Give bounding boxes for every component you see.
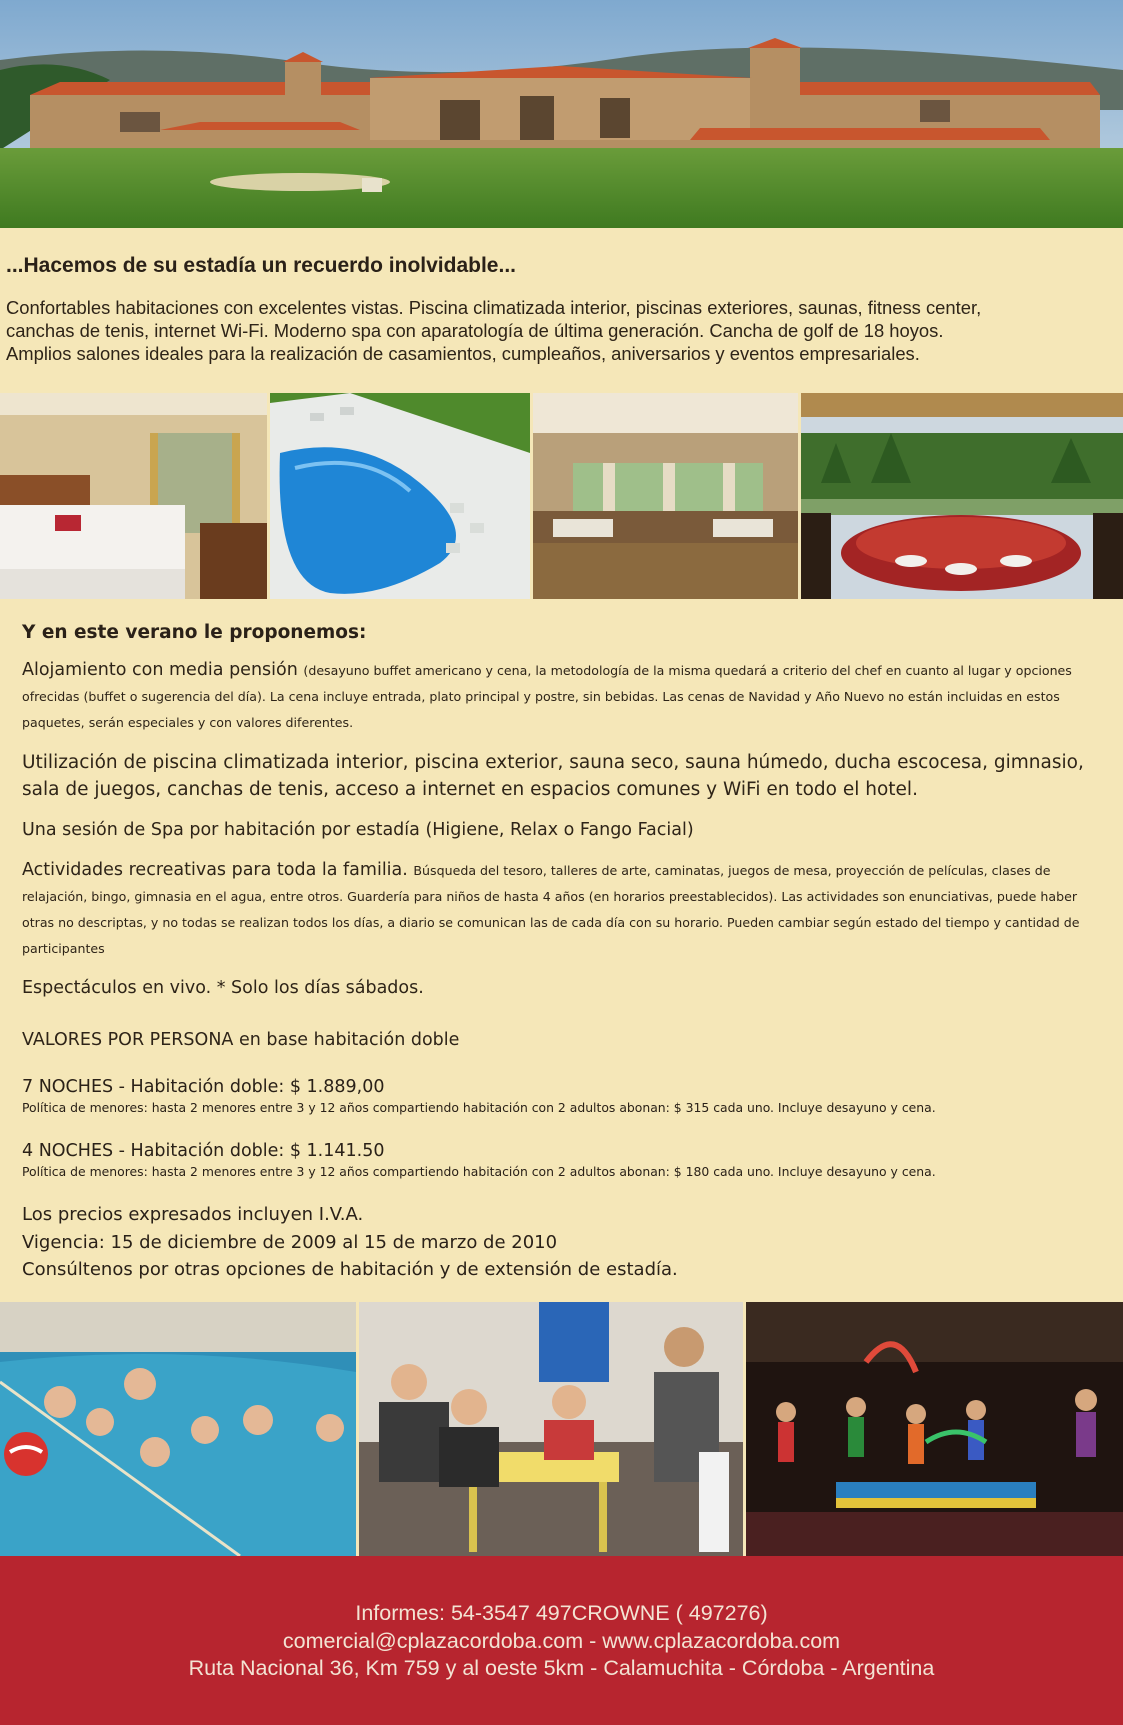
lodging-detail: (desayuno buffet americano y cena, la metodología de la misma quedará a criterio del chef en cuanto al lugar y opciones ofrecidas (buffet o sugerencia del día). La cena incluye entrada, plato principal y postre, sin bebidas. Las cenas de Navidad y Año Nuevo no están incluidas en estos paquetes, serán especiales y con valores diferentes. [22, 663, 1072, 730]
offer-title: Y en este verano le proponemos: [22, 622, 367, 643]
intro-line: canchas de tenis, internet Wi-Fi. Moderno spa con aparatología de última generación. Cancha de golf de 18 hoyos. [6, 320, 944, 341]
lobby-photo [533, 393, 798, 599]
legal-line: Los precios expresados incluyen I.V.A. [22, 1204, 364, 1225]
spa-paragraph: Una sesión de Spa por habitación por estadía (Higiene, Relax o Fango Facial) [22, 820, 694, 840]
pool-photo [270, 393, 530, 599]
kids-show-photo [746, 1302, 1123, 1556]
price-note: Política de menores: hasta 2 menores entre 3 y 12 años compartiendo habitación con 2 adultos abonan: $ 180 cada uno. Incluye desayuno y cena. [22, 1164, 936, 1179]
intro-section [6, 254, 1116, 365]
footer-phone: Informes: 54-3547 497CROWNE ( 497276) [355, 1601, 768, 1625]
offer-section [22, 622, 1112, 1284]
bedroom-photo [0, 393, 267, 599]
headline: ...Hacemos de su estadía un recuerdo inolvidable... [6, 254, 516, 277]
price-label: 7 NOCHES - Habitación doble: $ 1.889,00 [22, 1077, 385, 1097]
intro-line: Confortables habitaciones con excelentes vistas. Piscina climatizada interior, piscinas exteriores, saunas, fitness center, [6, 297, 982, 318]
price-note: Política de menores: hasta 2 menores entre 3 y 12 años compartiendo habitación con 2 adultos abonan: $ 315 cada uno. Incluye desayuno y cena. [22, 1100, 936, 1115]
values-title: VALORES POR PERSONA en base habitación doble [22, 1030, 460, 1050]
kids-crafts-photo [359, 1302, 743, 1556]
activities-detail: Búsqueda del tesoro, talleres de arte, caminatas, juegos de mesa, proyección de películas, clases de relajación, bingo, gimnasia en el agua, entre otros. Guardería para niños de hasta 4 años (en horarios preestablecidos). Las actividades son enunciativas, puede haber otras no descriptas, y no todas se realizan todos los días, a diario se comunican las de cada día con su horario. Pueden cambiar según estado del tiempo y cantidad de participantes [22, 863, 1080, 956]
shows-paragraph: Espectáculos en vivo. * Solo los días sábados. [22, 978, 424, 998]
legal-line: Vigencia: 15 de diciembre de 2009 al 15 de marzo de 2010 [22, 1231, 558, 1253]
footer-address: Ruta Nacional 36, Km 759 y al oeste 5km - Calamuchita - Córdoba - Argentina [188, 1656, 935, 1680]
dining-photo [801, 393, 1123, 599]
contact-footer [0, 1556, 1123, 1725]
activities-paragraph [22, 857, 1112, 961]
lodging-lead: Alojamiento con media pensión [22, 660, 298, 680]
lodging-paragraph [22, 657, 1112, 735]
facilities-paragraph: Utilización de piscina climatizada interior, piscina exterior, sauna seco, sauna húmedo, ducha escocesa, gimnasio, sala de juegos, canchas de tenis, acceso a internet en espacios comunes y WiFi en todo el hotel. [22, 752, 1084, 800]
activities-lead: Actividades recreativas para toda la familia. [22, 860, 408, 880]
price-4-nights [22, 1139, 1112, 1181]
kids-pool-photo [0, 1302, 356, 1556]
legal-line: Consúltenos por otras opciones de habitación y de extensión de estadía. [22, 1259, 678, 1280]
footer-contact[interactable]: comercial@cplazacordoba.com - www.cplazacordoba.com [282, 1628, 841, 1653]
price-7-nights [22, 1075, 1112, 1117]
legal-notes [22, 1201, 1112, 1284]
intro-line: Amplios salones ideales para la realización de casamientos, cumpleaños, aniversarios y eventos empresariales. [6, 343, 920, 364]
price-label: 4 NOCHES - Habitación doble: $ 1.141.50 [22, 1141, 385, 1161]
hero-hotel-photo [0, 0, 1123, 228]
intro-paragraph [6, 296, 1116, 365]
